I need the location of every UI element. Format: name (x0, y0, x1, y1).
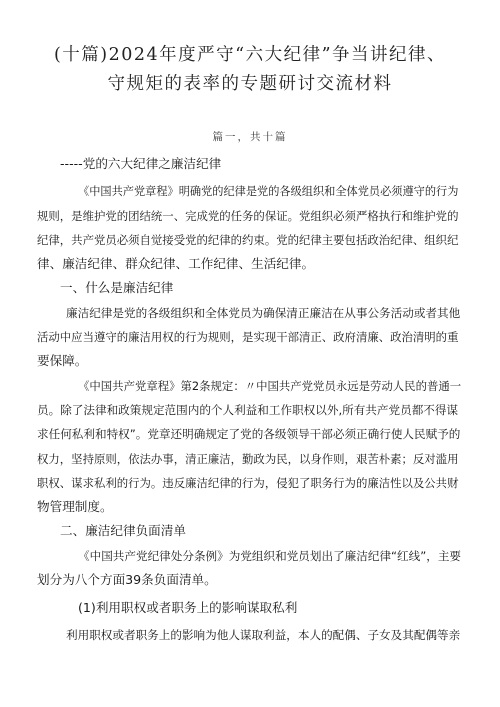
document-title-line-2: 守规矩的表率的专题研讨交流材料 (107, 74, 393, 94)
paragraph-line: 权力，坚持原则，依法办事，清正廉洁，勤政为民，以身作则，艰苦朴素；反对滥用 (37, 452, 459, 466)
paragraph-line: 职权、谋求私利的行为。违反廉洁纪律的行为，侵犯了职务行为的廉洁性以及公共财 (37, 476, 459, 490)
section-label: 篇一，共十篇 (212, 131, 288, 143)
document-title-line-1: (十篇)2024年度严守“六大纪律”争当讲纪律、 (53, 45, 447, 65)
paragraph-line: 纪律，共产党员必须自觉接受党的纪律的约束。党的纪律主要包括政治纪律、组织纪 (37, 233, 459, 247)
subsection-heading: (1)利用职权或者职务上的影响谋取私利 (78, 600, 298, 615)
section-heading-1: 一、什么是廉洁纪律 (60, 280, 174, 295)
section-heading-2: 二、廉洁纪律负面清单 (60, 523, 186, 538)
paragraph-line: 《中国共产党章程》明确党的纪律是党的各级组织和全体党员必须遵守的行为 (78, 185, 459, 198)
paragraph-line: 《中国共产党章程》第2条规定：〃中国共产党党员永远是劳动人民的普通一 (78, 379, 462, 393)
paragraph-line: 划分为八个方面39条负面清单。 (37, 572, 217, 587)
paragraph-line: 规则，是维护党的团结统一、完成党的任务的保证。党组织必须严格执行和维护党的 (37, 209, 459, 223)
paragraph-line: 求任何私利和特权”。党章还明确规定了党的各级领导干部必须正确行使人民赋予的 (37, 427, 461, 441)
paragraph-line: 要保障。 (37, 353, 88, 368)
paragraph-line: 《中国共产党纪律处分条例》为党组织和党员划出了廉洁纪律“红线”，主要 (78, 549, 462, 563)
paragraph-line: 廉洁纪律是党的各级组织和全体党员为确保清正廉洁在从事公务活动或者其他 (66, 306, 461, 320)
paragraph-line: 利用职权或者职务上的影响为他人谋取利益，本人的配偶、子女及其配偶等亲 (66, 628, 461, 642)
subtitle-line: -----党的六大纪律之廉洁纪律 (60, 156, 222, 171)
paragraph-line: 员。除了法律和政策规定范围内的个人利益和工作职权以外,所有共产党员都不得谋 (37, 403, 459, 417)
paragraph-line: 物管理制度。 (37, 499, 113, 514)
paragraph-line: 律、廉洁纪律、群众纪律、工作纪律、生活纪律。 (37, 256, 315, 271)
paragraph-line: 活动中应当遵守的廉洁用权的行为规则，是实现干部清正、政府清廉、政治清明的重 (37, 330, 459, 344)
